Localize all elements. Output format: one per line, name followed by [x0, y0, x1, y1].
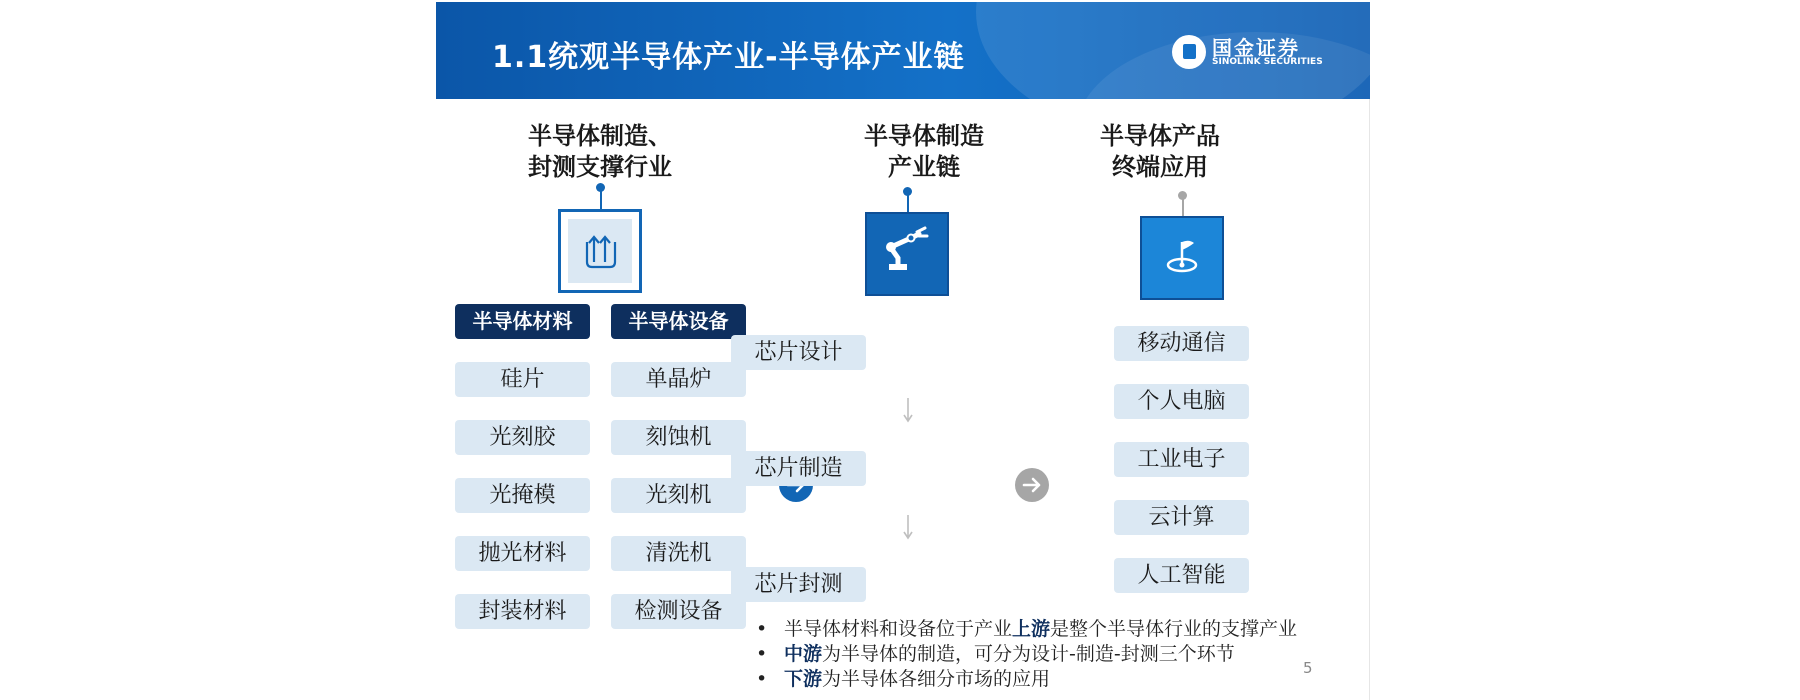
logo-english-name: SINOLINK SECURITIES	[1212, 57, 1323, 67]
bullet-text: 为半导体各细分市场的应用	[822, 668, 1051, 690]
bullet-item: • 下游为半导体各细分市场的应用	[756, 668, 1051, 690]
slide-edge	[1369, 99, 1370, 700]
application-item: 工业电子	[1114, 442, 1249, 477]
applications-connector-dot	[1178, 191, 1187, 200]
bullet-item: • 半导体材料和设备位于产业上游是整个半导体行业的支撑产业	[756, 618, 1298, 640]
support-connector-dot	[596, 183, 605, 192]
down-arrow-icon	[902, 396, 914, 424]
chain-step: 芯片封测	[731, 567, 866, 602]
upload-arrows-icon	[558, 209, 642, 293]
application-item: 移动通信	[1114, 326, 1249, 361]
equipment-item: 检测设备	[611, 594, 746, 629]
equipment-item: 单晶炉	[611, 362, 746, 397]
robot-arm-icon	[865, 212, 949, 296]
summary-bullets	[752, 617, 1392, 692]
logo-chinese-name: 国金证券	[1212, 36, 1300, 60]
application-item: 云计算	[1114, 500, 1249, 535]
applications-heading-line1: 半导体产品	[1100, 122, 1220, 150]
slide-title: 1.1统观半导体产业-半导体产业链	[492, 40, 965, 75]
slide-header	[436, 2, 1370, 99]
page-number: 5	[1303, 659, 1313, 677]
right-arrow-icon	[1015, 468, 1049, 502]
bullet-item: • 中游为半导体的制造，可分为设计-制造-封测三个环节	[756, 643, 1235, 665]
bullet-bold: 中游	[784, 643, 823, 665]
support-heading-line1: 半导体制造、	[528, 122, 672, 150]
material-item: 抛光材料	[455, 536, 590, 571]
bullet-text: 为半导体的制造，可分为设计-制造-封测三个环节	[822, 643, 1235, 665]
support-column-heading	[490, 121, 710, 183]
equipment-item: 光刻机	[611, 478, 746, 513]
slide	[436, 0, 1370, 700]
support-heading-line2: 封测支撑行业	[528, 153, 672, 181]
material-item: 封装材料	[455, 594, 590, 629]
material-item: 光刻胶	[455, 420, 590, 455]
material-item: 硅片	[455, 362, 590, 397]
equipment-item: 清洗机	[611, 536, 746, 571]
application-item: 个人电脑	[1114, 384, 1249, 419]
equipment-category: 半导体设备	[611, 304, 746, 339]
materials-category: 半导体材料	[455, 304, 590, 339]
bullet-text: 半导体材料和设备位于产业	[784, 618, 1013, 640]
material-item: 光掩模	[455, 478, 590, 513]
applications-heading-line2: 终端应用	[1112, 153, 1208, 181]
logo-mark-icon	[1172, 35, 1206, 69]
manufacturing-heading-line2: 产业链	[888, 153, 960, 181]
equipment-item: 刻蚀机	[611, 420, 746, 455]
bullet-bold: 上游	[1012, 618, 1051, 640]
chain-step: 芯片设计	[731, 335, 866, 370]
applications-column-heading	[1070, 121, 1250, 183]
application-item: 人工智能	[1114, 558, 1249, 593]
bullet-text: 是整个半导体行业的支撑产业	[1050, 618, 1298, 640]
manufacturing-heading-line1: 半导体制造	[864, 122, 984, 150]
flag-target-icon	[1140, 216, 1224, 300]
manufacturing-connector-dot	[903, 187, 912, 196]
down-arrow-icon	[902, 513, 914, 541]
chain-step: 芯片制造	[731, 451, 866, 486]
manufacturing-column-heading	[834, 121, 1014, 183]
bullet-bold: 下游	[784, 668, 823, 690]
